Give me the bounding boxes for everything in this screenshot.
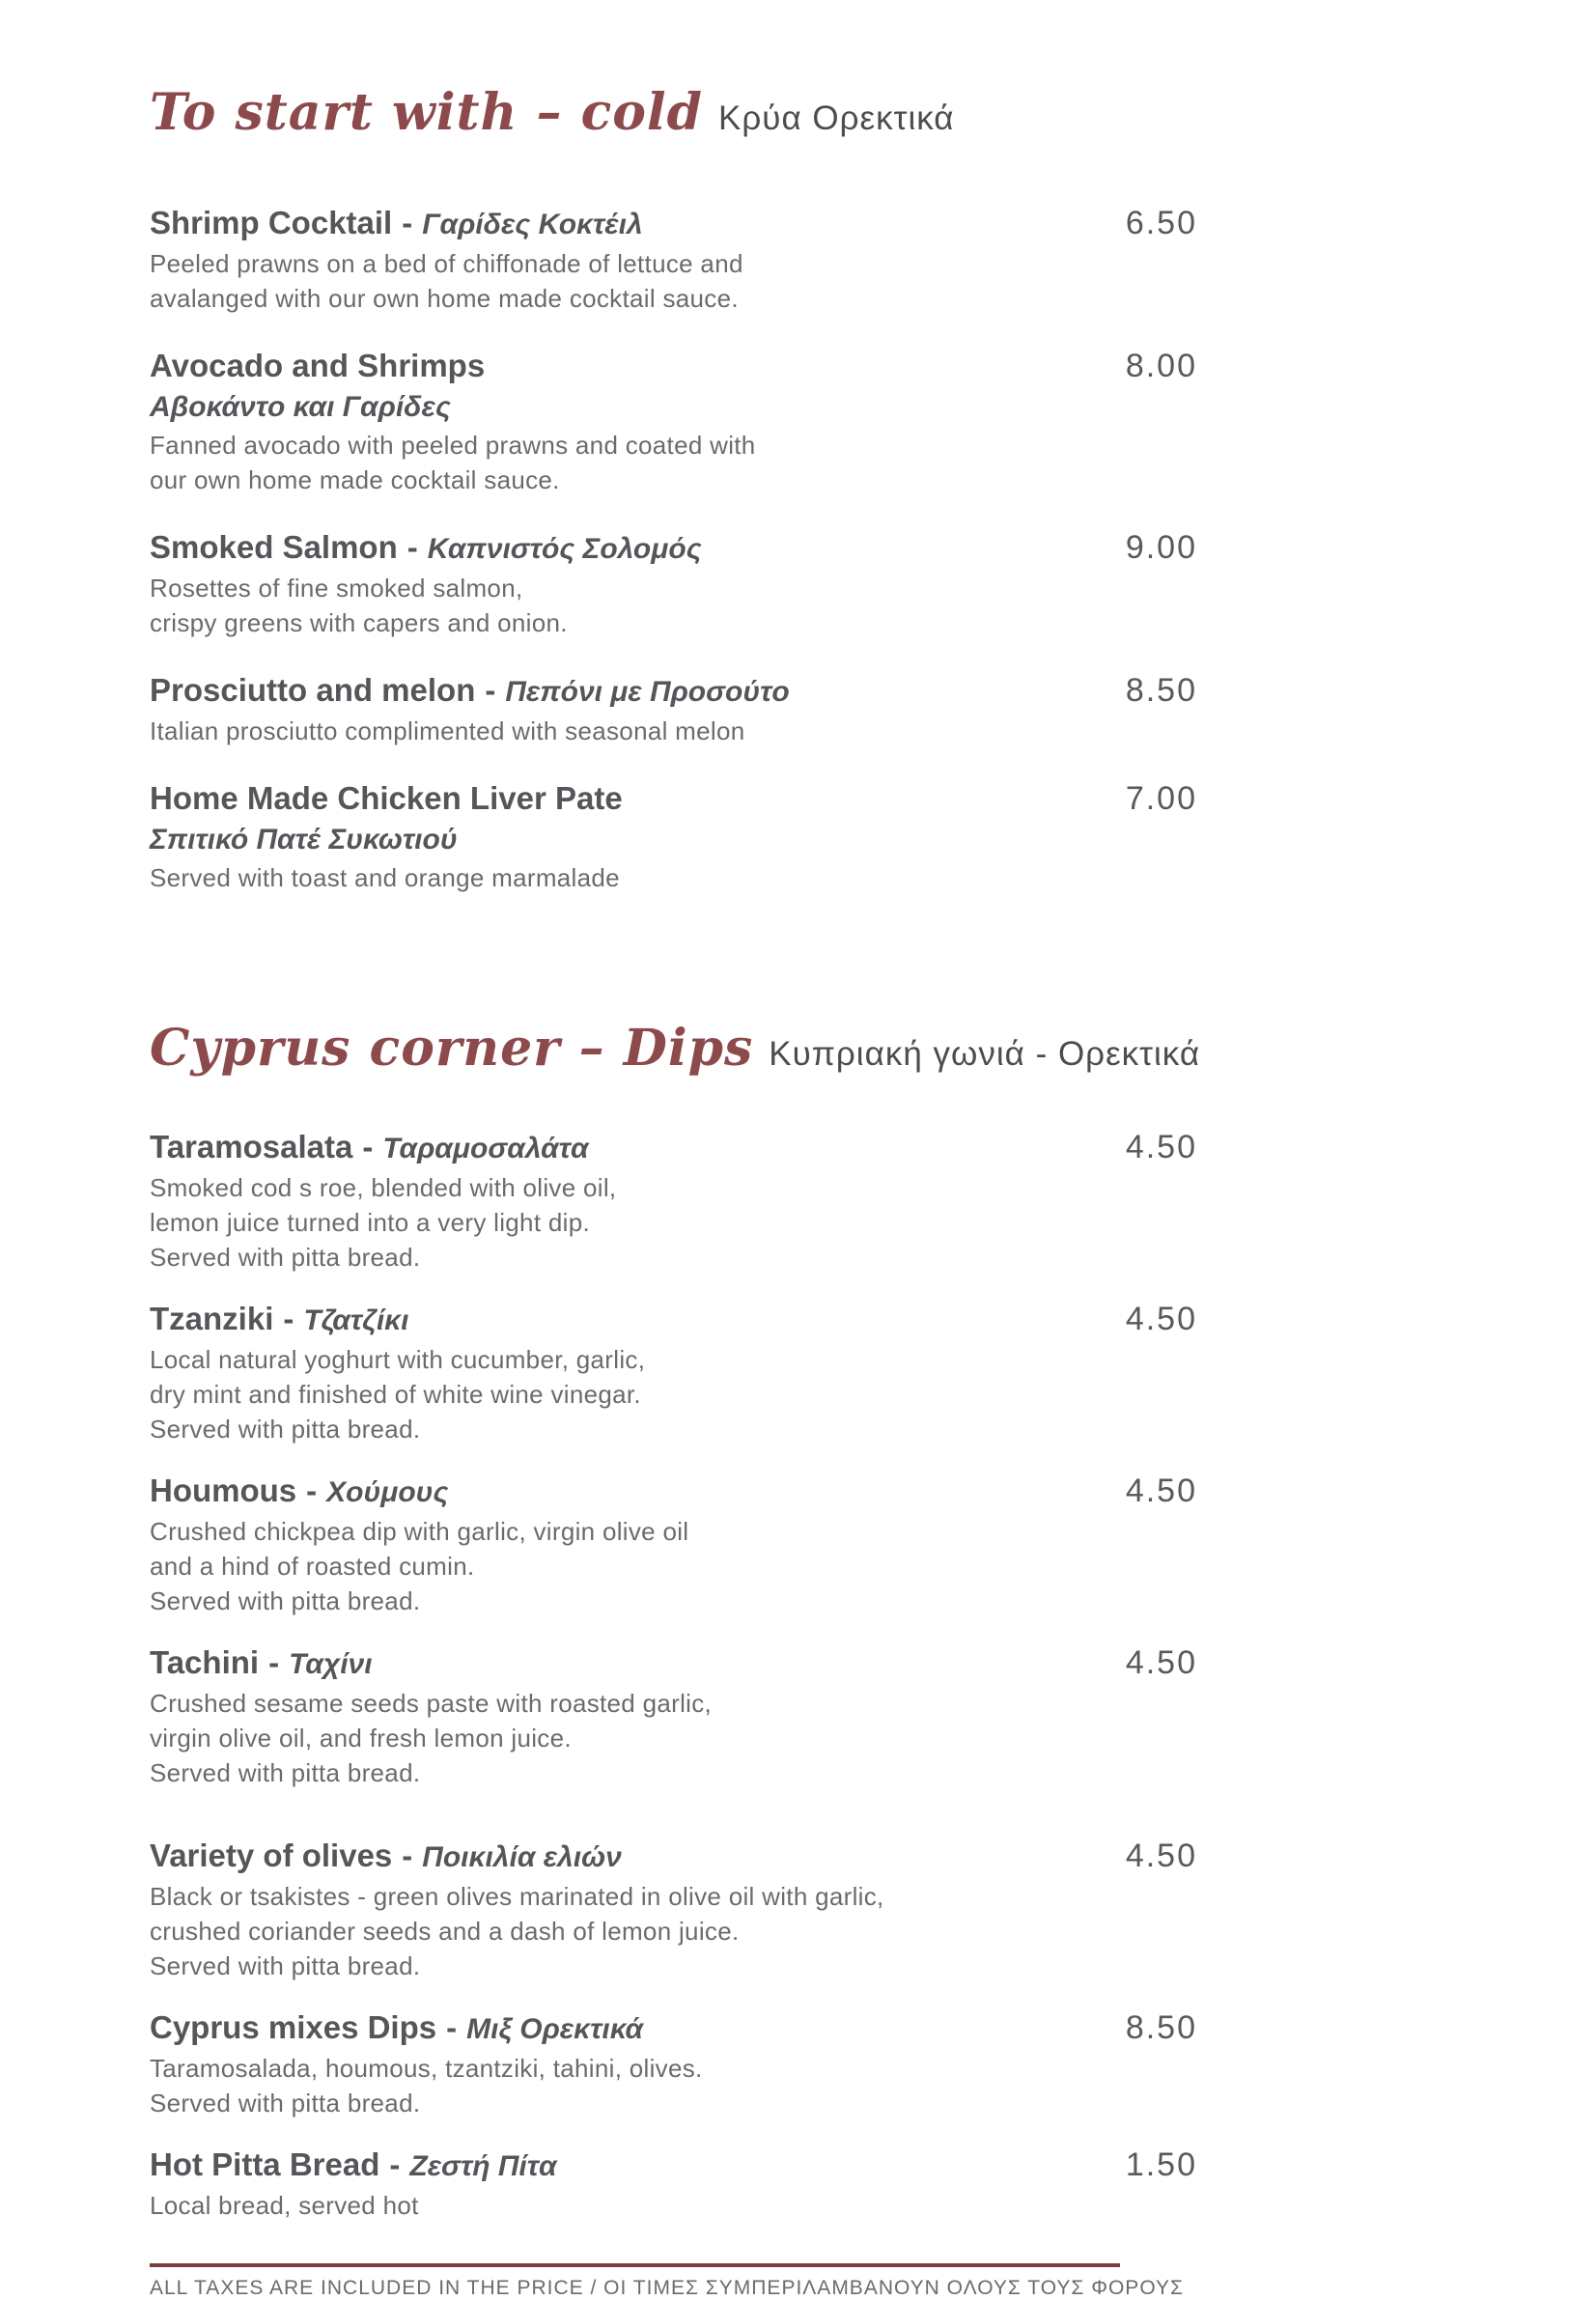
item-description-line: crispy greens with capers and onion. [150, 608, 568, 637]
item-name-greek: Γαρίδες Κοκτέιλ [422, 209, 643, 240]
item-price: 4.50 [1125, 1129, 1197, 1165]
footer-divider [150, 2263, 1120, 2267]
menu-item-tzanziki [150, 1298, 1197, 1446]
menu-page [150, 0, 1201, 2300]
item-price: 1.50 [1125, 2146, 1197, 2183]
item-separator: - [389, 2146, 401, 2182]
section-title-script: Cyprus corner – Dips [150, 1019, 754, 1078]
item-price: 4.50 [1125, 1301, 1197, 1337]
item-name: Hot Pitta Bread [150, 2146, 380, 2182]
item-name-greek: Μιξ Ορεκτικά [466, 2013, 644, 2045]
item-name-greek: Πεπόνι με Προσούτο [505, 676, 790, 708]
item-description-line: dry mint and finished of white wine vinegar. [150, 1380, 641, 1409]
item-name: Shrimp Cocktail [150, 205, 393, 240]
item-description-line: Served with pitta bread. [150, 1415, 421, 1444]
item-separator: - [485, 672, 496, 708]
item-price: 8.50 [1125, 672, 1197, 709]
item-price: 8.00 [1125, 348, 1197, 384]
item-name-greek: Ποικιλία ελιών [422, 1841, 622, 1873]
section-header-cold-starters [150, 83, 1197, 142]
menu-item-taramosalata [150, 1126, 1197, 1275]
item-name: Houmous [150, 1473, 297, 1508]
item-name-greek: Καπνιστός Σολομός [427, 533, 702, 565]
item-separator: - [268, 1644, 280, 1680]
item-description-line: our own home made cocktail sauce. [150, 465, 560, 494]
item-description-line: virgin olive oil, and fresh lemon juice. [150, 1724, 572, 1753]
item-name-greek: Χούμους [326, 1476, 449, 1508]
item-price: 4.50 [1125, 1473, 1197, 1509]
item-description-line: Peeled prawns on a bed of chiffonade of lettuce and [150, 249, 743, 278]
item-separator: - [362, 1129, 374, 1164]
item-description-line: Smoked cod s roe, blended with olive oil, [150, 1173, 617, 1202]
item-name: Cyprus mixes Dips [150, 2009, 437, 2045]
item-description-line: Rosettes of fine smoked salmon, [150, 574, 523, 603]
item-name-greek: Τζατζίκι [303, 1304, 409, 1336]
item-description-line: Served with toast and orange marmalade [150, 863, 620, 892]
item-name-greek: Ταραμοσαλάτα [382, 1133, 589, 1164]
menu-item-avocado-and-shrimps [150, 345, 1197, 497]
menu-item-smoked-salmon [150, 526, 1197, 640]
item-name: Home Made Chicken Liver Pate [150, 780, 623, 816]
item-description-line: Served with pitta bread. [150, 1586, 421, 1615]
item-separator: - [283, 1301, 294, 1336]
footer-tax-notice: ALL TAXES ARE INCLUDED IN THE PRICE / ΟΙ ΤΙΜΕΣ ΣΥΜΠΕΡΙΛΑΜΒΑΝΟΥΝ ΟΛΟΥΣ ΤΟΥΣ ΦΟΡΟΥΣ [150, 2277, 1184, 2299]
item-description-line: Italian prosciutto complimented with seasonal melon [150, 716, 745, 745]
item-description-line: Served with pitta bread. [150, 1758, 421, 1787]
section-title-script: To start with – cold [150, 83, 704, 142]
item-name-greek: Ζεστή Πίτα [409, 2150, 557, 2182]
item-description-line: Served with pitta bread. [150, 1243, 421, 1272]
item-price: 9.00 [1125, 529, 1197, 566]
menu-item-prosciutto-and-melon [150, 669, 1197, 748]
item-name: Smoked Salmon [150, 529, 398, 565]
item-description-line: Black or tsakistes - green olives marinated in olive oil with garlic, [150, 1882, 884, 1911]
item-separator: - [402, 1837, 413, 1873]
item-description-line: Local natural yoghurt with cucumber, garlic, [150, 1345, 646, 1374]
item-description-line: crushed coriander seeds and a dash of lemon juice. [150, 1917, 740, 1946]
item-name: Avocado and Shrimps [150, 348, 486, 383]
item-description-line: Crushed sesame seeds paste with roasted garlic, [150, 1689, 713, 1718]
item-price: 6.50 [1125, 205, 1197, 241]
item-description-line: Served with pitta bread. [150, 1951, 421, 1980]
item-name-greek: Σπιτικό Πατέ Συκωτιού [150, 824, 458, 855]
item-name: Variety of olives [150, 1837, 393, 1873]
item-name: Prosciutto and melon [150, 672, 476, 708]
item-description-line: Taramosalada, houmous, tzantziki, tahini, olives. [150, 2054, 703, 2083]
item-description-line: and a hind of roasted cumin. [150, 1552, 475, 1581]
item-price: 7.00 [1125, 780, 1197, 817]
menu-item-tachini [150, 1641, 1197, 1790]
item-description-line: Local bread, served hot [150, 2191, 419, 2220]
item-separator: - [306, 1473, 318, 1508]
item-description-line: lemon juice turned into a very light dip. [150, 1208, 590, 1237]
item-name: Tachini [150, 1644, 260, 1680]
item-description-line: avalanged with our own home made cocktail sauce. [150, 284, 739, 313]
section-title-greek: Κρύα Ορεκτικά [718, 99, 955, 137]
menu-item-chicken-liver-pate [150, 777, 1197, 895]
menu-footer [150, 2263, 1184, 2300]
menu-item-hot-pitta-bread [150, 2144, 1197, 2223]
section-title-greek: Κυπριακή γωνιά - Ορεκτικά [769, 1035, 1201, 1073]
menu-item-cyprus-mixes-dips [150, 2006, 1197, 2120]
item-price: 4.50 [1125, 1837, 1197, 1874]
menu-item-variety-of-olives [150, 1835, 1197, 1983]
item-description-line: Crushed chickpea dip with garlic, virgin olive oil [150, 1517, 689, 1546]
section-header-cyprus-corner [150, 1019, 1201, 1078]
item-name-greek: Αβοκάντο και Γαρίδες [150, 391, 451, 423]
item-description-line: Fanned avocado with peeled prawns and coated with [150, 431, 756, 460]
menu-item-shrimp-cocktail [150, 202, 1197, 316]
item-separator: - [446, 2009, 458, 2045]
item-separator: - [402, 205, 413, 240]
item-price: 8.50 [1125, 2009, 1197, 2046]
item-name-greek: Ταχίνι [289, 1648, 373, 1680]
item-price: 4.50 [1125, 1644, 1197, 1681]
menu-item-houmous [150, 1470, 1197, 1618]
item-name: Taramosalata [150, 1129, 353, 1164]
item-separator: - [406, 529, 418, 565]
item-name: Tzanziki [150, 1301, 274, 1336]
item-description-line: Served with pitta bread. [150, 2089, 421, 2118]
